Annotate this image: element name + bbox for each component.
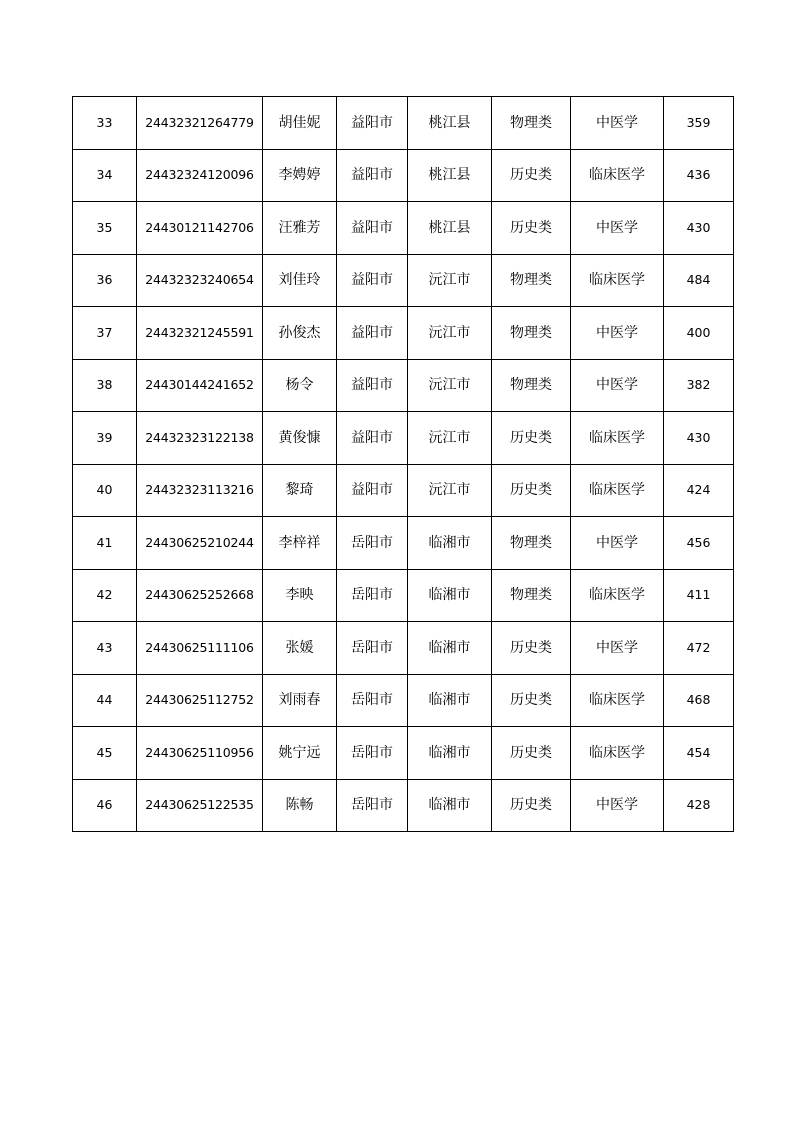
county-cell: 沅江市 [408,359,492,412]
subject-category-cell: 历史类 [492,464,571,517]
score-cell: 472 [664,622,734,675]
county-cell: 沅江市 [408,254,492,307]
row-index-cell: 34 [73,149,137,202]
student-table [72,96,734,832]
major-cell: 临床医学 [571,464,664,517]
table-row [73,254,734,307]
exam-id-cell: 24432321245591 [137,307,263,360]
score-cell: 424 [664,464,734,517]
student-name-cell: 黎琦 [263,464,337,517]
row-index-cell: 37 [73,307,137,360]
table-row [73,202,734,255]
city-cell: 岳阳市 [337,727,408,780]
table-row [73,517,734,570]
major-cell: 临床医学 [571,727,664,780]
row-index-cell: 41 [73,517,137,570]
county-cell: 临湘市 [408,727,492,780]
city-cell: 岳阳市 [337,569,408,622]
score-cell: 484 [664,254,734,307]
row-index-cell: 43 [73,622,137,675]
subject-category-cell: 历史类 [492,779,571,832]
row-index-cell: 46 [73,779,137,832]
student-name-cell: 姚宁远 [263,727,337,780]
table-row [73,779,734,832]
exam-id-cell: 24430625122535 [137,779,263,832]
major-cell: 中医学 [571,517,664,570]
exam-id-cell: 24432321264779 [137,97,263,150]
city-cell: 岳阳市 [337,517,408,570]
major-cell: 中医学 [571,622,664,675]
county-cell: 沅江市 [408,307,492,360]
city-cell: 益阳市 [337,254,408,307]
student-name-cell: 李娉婷 [263,149,337,202]
score-cell: 430 [664,412,734,465]
major-cell: 中医学 [571,307,664,360]
score-cell: 411 [664,569,734,622]
exam-id-cell: 24430625252668 [137,569,263,622]
row-index-cell: 40 [73,464,137,517]
score-cell: 382 [664,359,734,412]
table-row [73,674,734,727]
student-name-cell: 刘雨春 [263,674,337,727]
table-row [73,464,734,517]
subject-category-cell: 历史类 [492,412,571,465]
score-cell: 400 [664,307,734,360]
county-cell: 临湘市 [408,622,492,675]
score-cell: 454 [664,727,734,780]
county-cell: 桃江县 [408,149,492,202]
row-index-cell: 38 [73,359,137,412]
city-cell: 岳阳市 [337,779,408,832]
score-cell: 456 [664,517,734,570]
student-name-cell: 杨令 [263,359,337,412]
table-row [73,97,734,150]
major-cell: 中医学 [571,202,664,255]
major-cell: 临床医学 [571,149,664,202]
county-cell: 沅江市 [408,464,492,517]
student-name-cell: 李梓祥 [263,517,337,570]
student-name-cell: 胡佳妮 [263,97,337,150]
exam-id-cell: 24430121142706 [137,202,263,255]
city-cell: 益阳市 [337,412,408,465]
student-name-cell: 孙俊杰 [263,307,337,360]
city-cell: 益阳市 [337,464,408,517]
row-index-cell: 39 [73,412,137,465]
student-name-cell: 张媛 [263,622,337,675]
row-index-cell: 45 [73,727,137,780]
city-cell: 益阳市 [337,307,408,360]
row-index-cell: 33 [73,97,137,150]
row-index-cell: 35 [73,202,137,255]
student-name-cell: 刘佳玲 [263,254,337,307]
table-row [73,359,734,412]
city-cell: 岳阳市 [337,622,408,675]
score-cell: 436 [664,149,734,202]
student-name-cell: 汪雅芳 [263,202,337,255]
county-cell: 桃江县 [408,202,492,255]
exam-id-cell: 24430625111106 [137,622,263,675]
subject-category-cell: 物理类 [492,254,571,307]
score-cell: 359 [664,97,734,150]
row-index-cell: 42 [73,569,137,622]
subject-category-cell: 物理类 [492,569,571,622]
table-row [73,622,734,675]
county-cell: 临湘市 [408,517,492,570]
county-cell: 临湘市 [408,569,492,622]
city-cell: 益阳市 [337,359,408,412]
major-cell: 中医学 [571,97,664,150]
row-index-cell: 44 [73,674,137,727]
table-row [73,149,734,202]
student-name-cell: 黄俊慷 [263,412,337,465]
major-cell: 临床医学 [571,412,664,465]
exam-id-cell: 24430625110956 [137,727,263,780]
table-row [73,727,734,780]
subject-category-cell: 历史类 [492,727,571,780]
exam-id-cell: 24432323240654 [137,254,263,307]
subject-category-cell: 历史类 [492,149,571,202]
major-cell: 中医学 [571,779,664,832]
table-body [73,97,734,832]
county-cell: 临湘市 [408,674,492,727]
subject-category-cell: 物理类 [492,359,571,412]
county-cell: 临湘市 [408,779,492,832]
major-cell: 临床医学 [571,254,664,307]
score-cell: 428 [664,779,734,832]
exam-id-cell: 24430625112752 [137,674,263,727]
table-row [73,569,734,622]
subject-category-cell: 历史类 [492,674,571,727]
exam-id-cell: 24430625210244 [137,517,263,570]
major-cell: 中医学 [571,359,664,412]
major-cell: 临床医学 [571,674,664,727]
county-cell: 沅江市 [408,412,492,465]
exam-id-cell: 24430144241652 [137,359,263,412]
city-cell: 岳阳市 [337,674,408,727]
table-row [73,412,734,465]
subject-category-cell: 历史类 [492,622,571,675]
table-row [73,307,734,360]
subject-category-cell: 历史类 [492,202,571,255]
score-cell: 430 [664,202,734,255]
student-name-cell: 李映 [263,569,337,622]
county-cell: 桃江县 [408,97,492,150]
exam-id-cell: 24432323113216 [137,464,263,517]
score-cell: 468 [664,674,734,727]
city-cell: 益阳市 [337,202,408,255]
student-name-cell: 陈畅 [263,779,337,832]
exam-id-cell: 24432323122138 [137,412,263,465]
major-cell: 临床医学 [571,569,664,622]
row-index-cell: 36 [73,254,137,307]
subject-category-cell: 物理类 [492,517,571,570]
subject-category-cell: 物理类 [492,97,571,150]
city-cell: 益阳市 [337,149,408,202]
subject-category-cell: 物理类 [492,307,571,360]
exam-id-cell: 24432324120096 [137,149,263,202]
city-cell: 益阳市 [337,97,408,150]
